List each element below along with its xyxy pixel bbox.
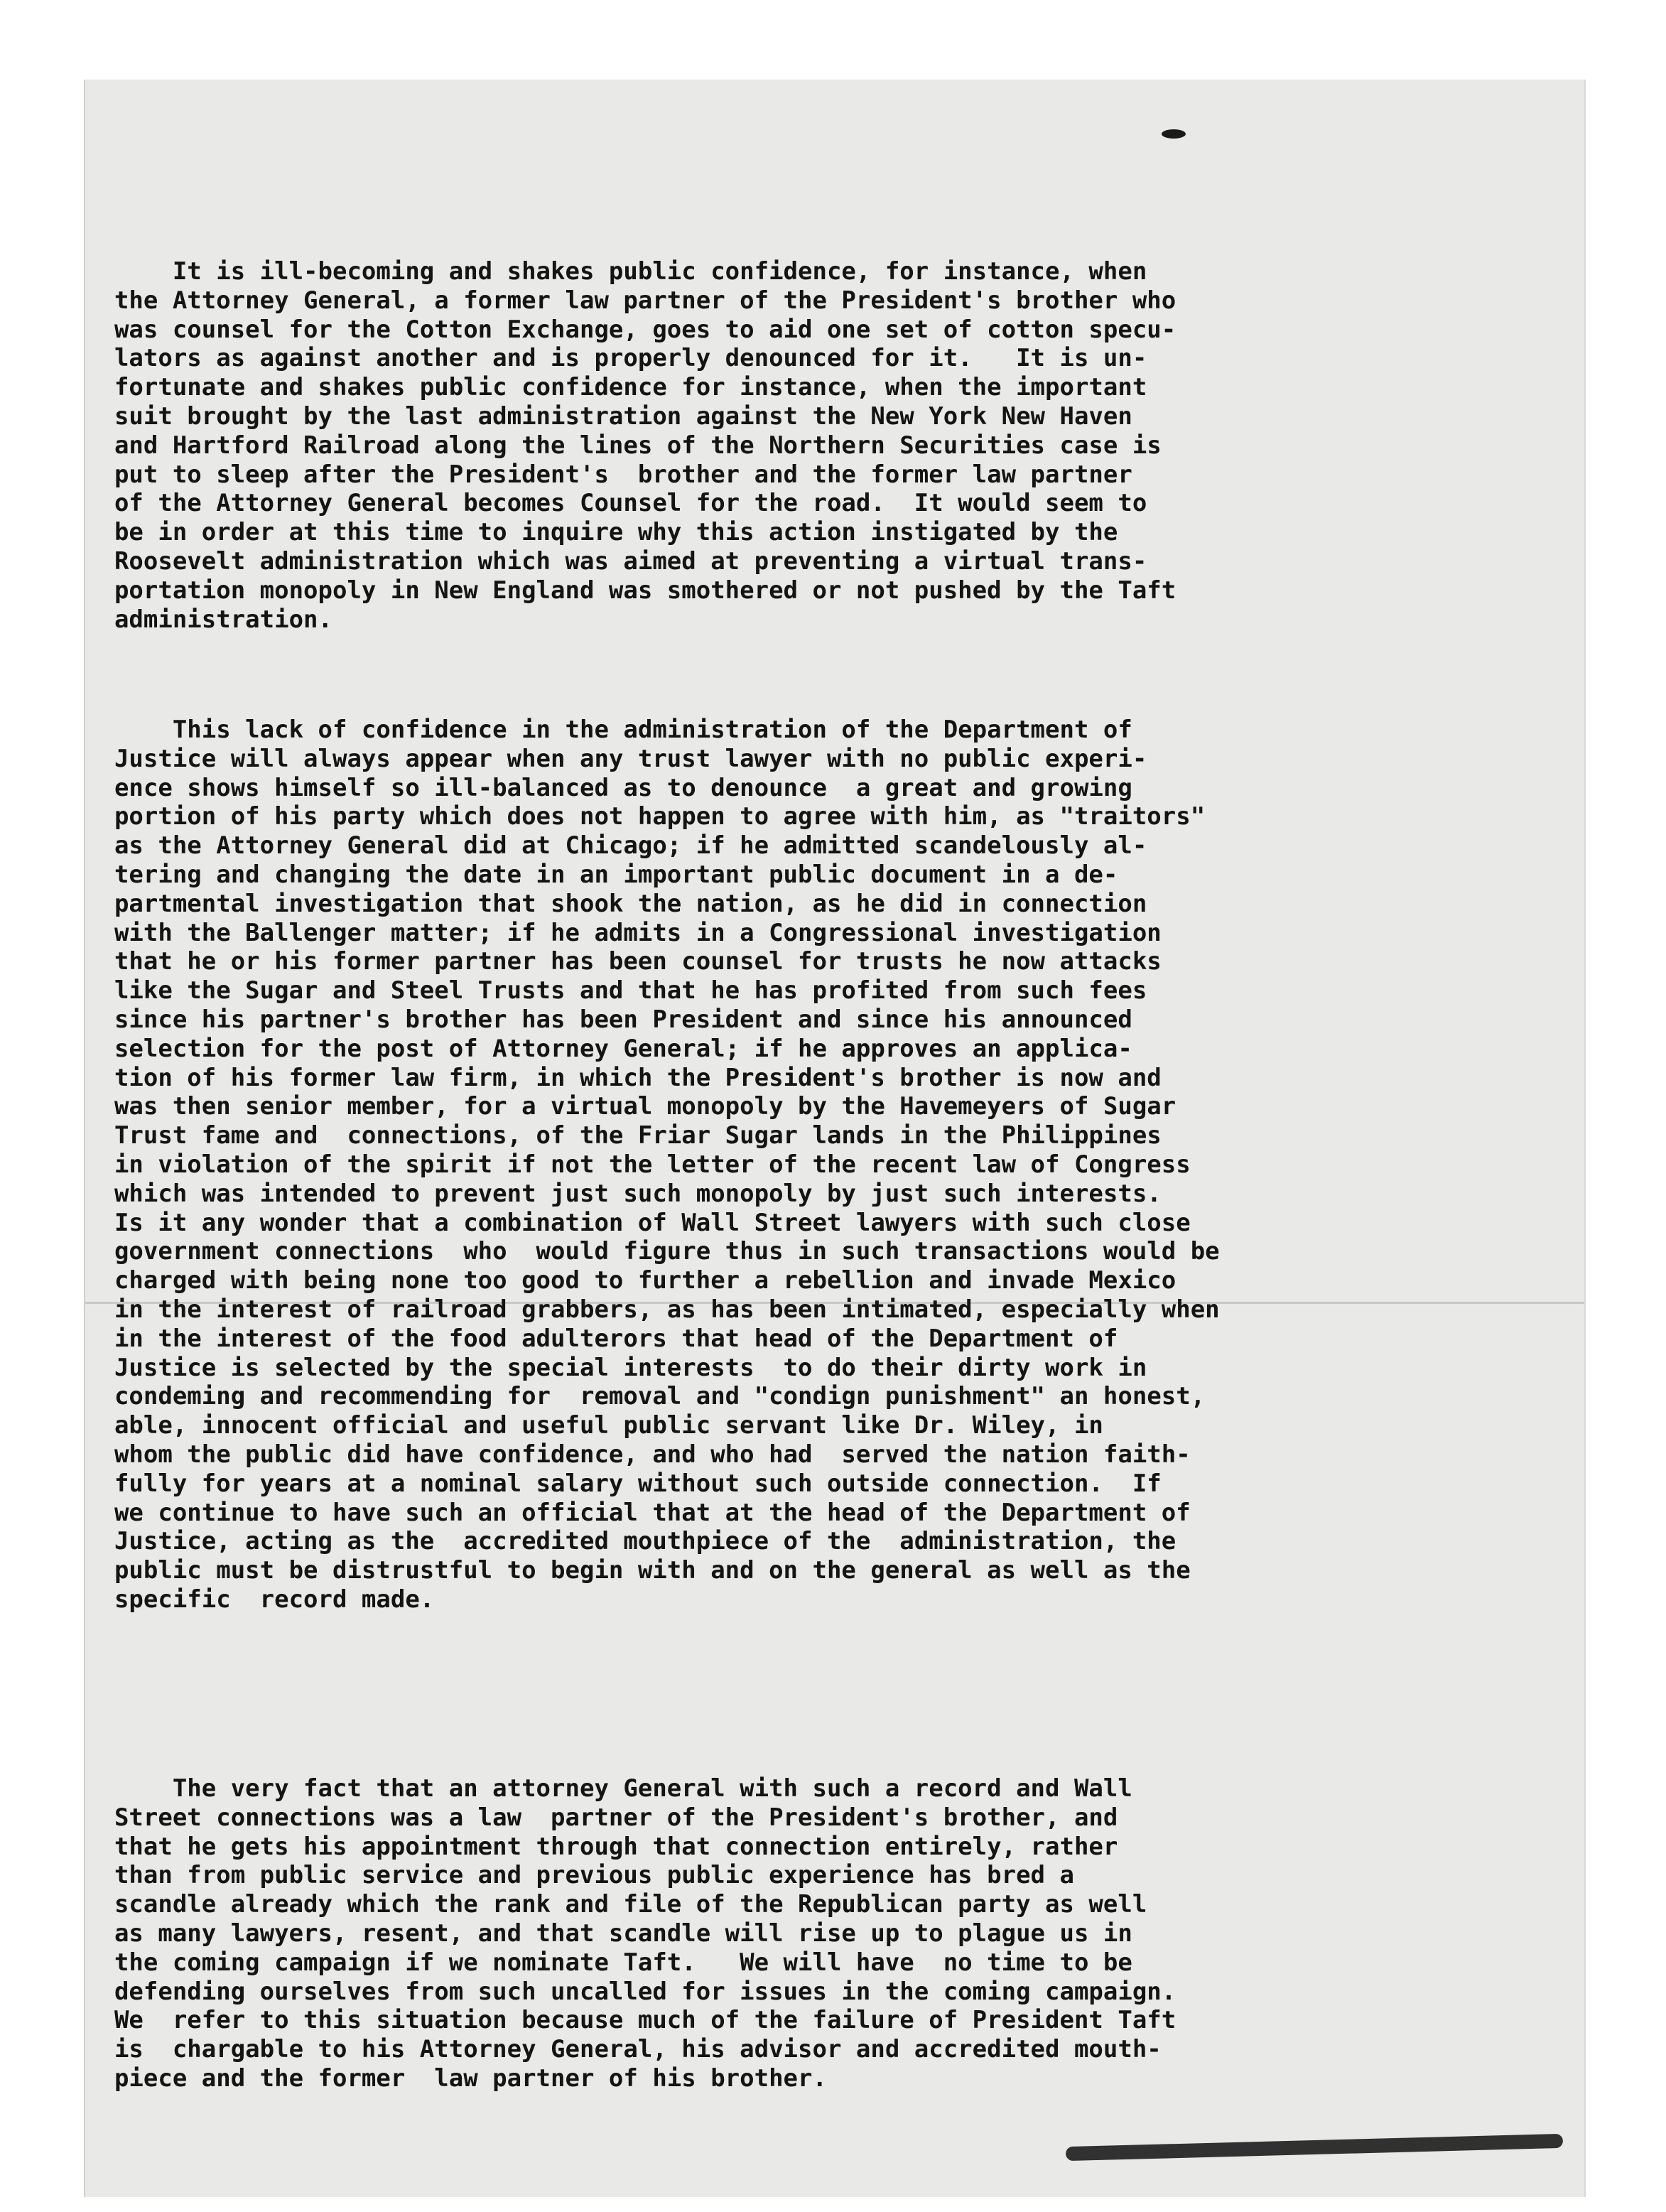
text-line: government connections who would figure thus in such transactions would be bbox=[85, 1237, 1220, 1266]
text-line: the coming campaign if we nominate Taft. We will have no time to be bbox=[85, 1948, 1132, 1977]
text-line: condeming and recommending for removal and "condign punishment" an honest, bbox=[85, 1382, 1206, 1411]
text-line: of the Attorney General becomes Counsel for the road. It would seem to bbox=[85, 489, 1147, 518]
text-line: This lack of confidence in the administration of the Department of bbox=[85, 716, 1132, 744]
text-line: ence shows himself so ill-balanced as to denounce a great and growing bbox=[85, 773, 1132, 802]
typewritten-page bbox=[84, 80, 1586, 2197]
text-line: public must be distrustful to begin with and on the general as well as the bbox=[85, 1556, 1191, 1585]
text-line: that he or his former partner has been counsel for trusts he now attacks bbox=[85, 947, 1162, 976]
text-line: piece and the former law partner of his brother. bbox=[85, 2063, 827, 2093]
text-line: suit brought by the last administration against the New York New Haven bbox=[85, 401, 1132, 431]
text-line: was then senior member, for a virtual monopoly by the Havemeyers of Sugar bbox=[85, 1092, 1177, 1121]
text-line: in the interest of the food adulterors that head of the Department of bbox=[85, 1324, 1118, 1353]
text-line: put to sleep after the President's brother and the former law partner bbox=[85, 460, 1132, 489]
text-line: which was intended to prevent just such monopoly by just such interests. bbox=[85, 1179, 1162, 1208]
text-line: Justice, acting as the accredited mouthpiece of the administration, the bbox=[85, 1527, 1177, 1556]
text-line: The very fact that an attorney General with such a record and Wall bbox=[85, 1774, 1132, 1803]
paragraph-1 bbox=[85, 257, 1584, 634]
text-line: portation monopoly in New England was smothered or not pushed by the Taft bbox=[85, 576, 1177, 605]
text-line: and Hartford Railroad along the lines of the Northern Securities case is bbox=[85, 431, 1162, 460]
text-line: specific record made. bbox=[85, 1585, 435, 1614]
text-line: portion of his party which does not happen to agree with him, as "traitors" bbox=[85, 802, 1206, 831]
text-line: Justice is selected by the special interests to do their dirty work in bbox=[85, 1353, 1147, 1382]
text-line: as the Attorney General did at Chicago; if he admitted scandelously al- bbox=[85, 831, 1147, 860]
text-line: lators as against another and is properly denounced for it. It is un- bbox=[85, 344, 1147, 373]
text-line: tering and changing the date in an important public document in a de- bbox=[85, 860, 1118, 889]
text-line: was counsel for the Cotton Exchange, goes to aid one set of cotton specu- bbox=[85, 315, 1177, 344]
text-line: scandle already which the rank and file of the Republican party as well bbox=[85, 1890, 1147, 1919]
text-line: the Attorney General, a former law partner of the President's brother who bbox=[85, 286, 1177, 315]
text-line: administration. bbox=[85, 605, 332, 634]
paragraph-2 bbox=[85, 716, 1584, 1614]
text-line: Street connections was a law partner of the President's brother, and bbox=[85, 1803, 1118, 1832]
text-line: since his partner's brother has been President and since his announced bbox=[85, 1005, 1132, 1034]
text-line: Justice will always appear when any trust lawyer with no public experi- bbox=[85, 744, 1147, 773]
paragraph-3 bbox=[85, 1774, 1584, 2093]
text-line: selection for the post of Attorney General; if he approves an applica- bbox=[85, 1034, 1132, 1063]
text-line: Is it any wonder that a combination of Wall Street lawyers with such close bbox=[85, 1208, 1191, 1237]
text-line: whom the public did have confidence, and who had served the nation faith- bbox=[85, 1440, 1191, 1469]
ink-mark bbox=[1162, 129, 1186, 139]
text-line: with the Ballenger matter; if he admits in a Congressional investigation bbox=[85, 918, 1162, 947]
text-line: fully for years at a nominal salary without such outside connection. If bbox=[85, 1469, 1162, 1498]
text-line: we continue to have such an official that at the head of the Department of bbox=[85, 1498, 1191, 1527]
text-line: defending ourselves from such uncalled for issues in the coming campaign. bbox=[85, 1977, 1177, 2006]
text-line: fortunate and shakes public confidence for instance, when the important bbox=[85, 373, 1147, 402]
text-line: It is ill-becoming and shakes public confidence, for instance, when bbox=[85, 257, 1147, 286]
text-line: be in order at this time to inquire why this action instigated by the bbox=[85, 518, 1118, 547]
text-line: is chargable to his Attorney General, his advisor and accredited mouth- bbox=[85, 2035, 1162, 2064]
text-line: as many lawyers, resent, and that scandle will rise up to plague us in bbox=[85, 1919, 1132, 1948]
text-line: in the interest of railroad grabbers, as has been intimated, especially when bbox=[85, 1295, 1220, 1324]
text-line: Trust fame and connections, of the Friar Sugar lands in the Philippines bbox=[85, 1121, 1162, 1150]
text-line: Roosevelt administration which was aimed at preventing a virtual trans- bbox=[85, 546, 1147, 576]
text-line: We refer to this situation because much of the failure of President Taft bbox=[85, 2006, 1177, 2035]
text-line: like the Sugar and Steel Trusts and that he has profited from such fees bbox=[85, 976, 1147, 1005]
text-line: tion of his former law firm, in which the President's brother is now and bbox=[85, 1063, 1162, 1092]
ink-smudge bbox=[1066, 2134, 1563, 2161]
text-line: than from public service and previous public experience has bred a bbox=[85, 1861, 1074, 1890]
text-line: charged with being none too good to further a rebellion and invade Mexico bbox=[85, 1266, 1177, 1295]
text-line: partmental investigation that shook the nation, as he did in connection bbox=[85, 889, 1147, 918]
text-line: that he gets his appointment through that connection entirely, rather bbox=[85, 1832, 1118, 1861]
text-line: in violation of the spirit if not the letter of the recent law of Congress bbox=[85, 1150, 1191, 1179]
text-line: able, innocent official and useful public servant like Dr. Wiley, in bbox=[85, 1411, 1103, 1440]
